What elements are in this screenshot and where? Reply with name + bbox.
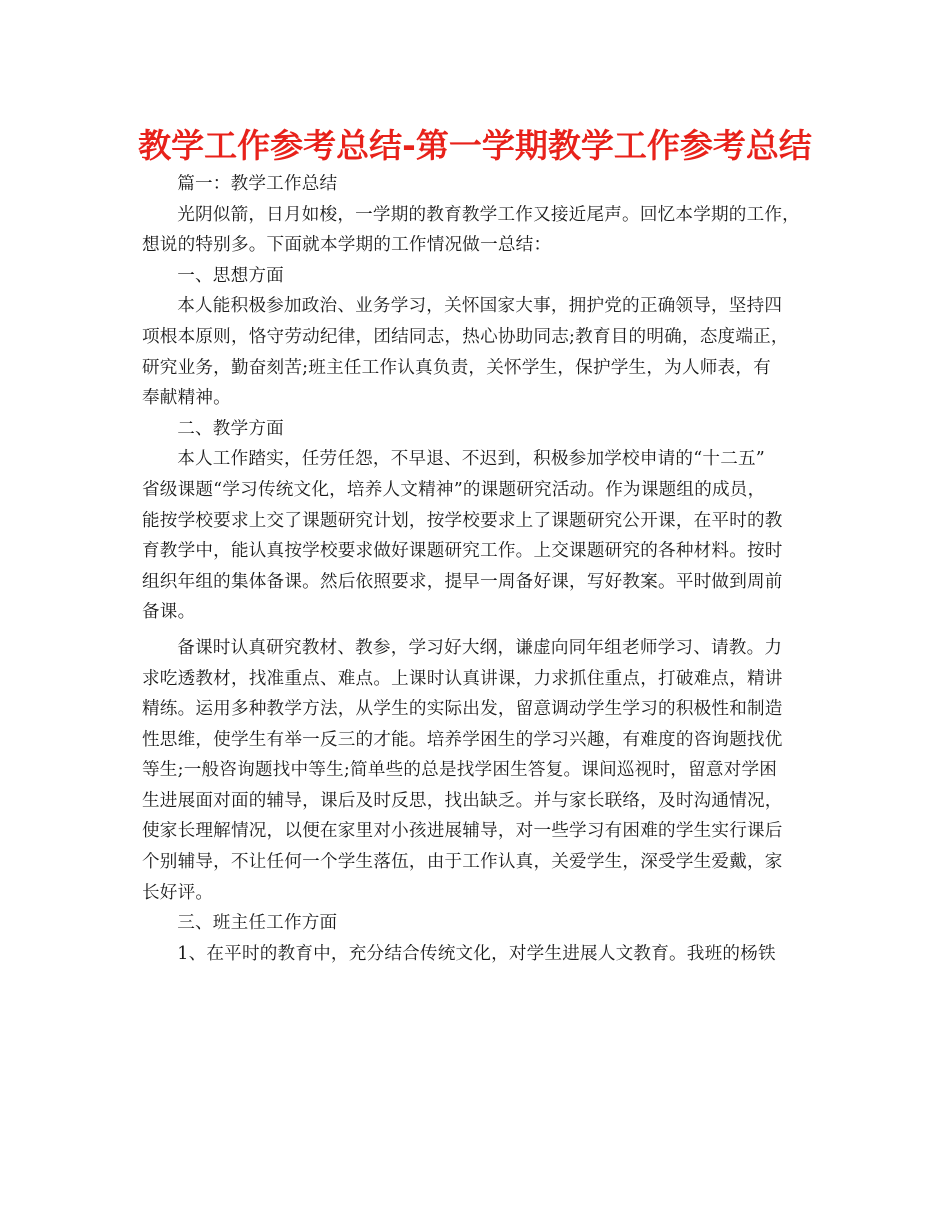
- text-line: 性思维，使学生有举一反三的才能。培养学困生的学习兴趣，有难度的咨询题找优: [142, 729, 783, 750]
- paragraph-intro: [142, 200, 814, 261]
- text-line: 想说的特别多。下面就本学期的工作情况做一总结：: [142, 235, 552, 256]
- text-line: 本人工作踏实，任劳任怨，不早退、不迟到，积极参加学校申请的“十二五”: [177, 449, 765, 470]
- text-line: 生进展面对面的辅导，课后及时反思，找出缺乏。并与家长联络，及时沟通情况，: [142, 790, 783, 811]
- text-line: 省级课题“学习传统文化，培养人文精神”的课题研究活动。作为课题组的成员，: [142, 479, 766, 500]
- text-line: 组织年组的集体备课。然后依照要求，提早一周备好课，写好教案。平时做到周前: [142, 571, 783, 592]
- paragraph-thought: [142, 291, 814, 413]
- text-line: 育教学中，能认真按学校要求做好课题研究工作。上交课题研究的各种材料。按时: [142, 541, 783, 562]
- text-line: 研究业务，勤奋刻苦;班主任工作认真负责，关怀学生，保护学生，为人师表，有: [142, 357, 771, 378]
- paragraph-lesson-prep: [142, 633, 814, 908]
- text-line: 本人能积极参加政治、业务学习，关怀国家大事，拥护党的正确领导，坚持四: [177, 296, 783, 317]
- text-line: 使家长理解情况，以便在家里对小孩进展辅导，对一些学习有困难的学生实行课后: [142, 821, 783, 842]
- text-line: 三、班主任工作方面: [177, 913, 338, 934]
- document-title: 教学工作参考总结-第一学期教学工作参考总结: [138, 126, 812, 165]
- text-line: 篇一：教学工作总结: [177, 174, 338, 194]
- section-heading-thought: [142, 261, 814, 292]
- paragraph-class-teacher-1: [142, 939, 814, 970]
- text-line: 奉献精神。: [142, 388, 231, 409]
- text-line: 备课。: [142, 602, 196, 623]
- text-line: 1、在平时的教育中，充分结合传统文化，对学生进展人文教育。我班的杨铁: [177, 943, 776, 964]
- paragraph-heading-part1: [142, 169, 814, 200]
- text-line: 光阴似箭，日月如梭，一学期的教育教学工作又接近尾声。回忆本学期的工作，: [177, 204, 800, 225]
- text-line: 长好评。: [142, 882, 214, 903]
- text-line: 项根本原则，恪守劳动纪律，团结同志，热心协助同志;教育目的明确，态度端正，: [142, 326, 789, 347]
- text-line: 求吃透教材，找准重点、难点。上课时认真讲课，力求抓住重点，打破难点，精讲: [142, 668, 783, 689]
- text-line: 精练。运用多种教学方法，从学生的实际出发，留意调动学生学习的积极性和制造: [142, 699, 783, 720]
- text-line: 备课时认真研究教材、教参，学习好大纲，谦虚向同年组老师学习、请教。力: [177, 637, 783, 658]
- text-line: 个别辅导，不让任何一个学生落伍，由于工作认真，关爱学生，深受学生爱戴，家: [142, 852, 783, 873]
- section-heading-teaching: [142, 414, 814, 445]
- document-body: [142, 169, 814, 969]
- text-line: 能按学校要求上交了课题研究计划，按学校要求上了课题研究公开课，在平时的教: [142, 510, 783, 531]
- text-line: 等生;一般咨询题找中等生;简单些的总是找学困生答复。课间巡视时，留意对学困: [142, 760, 778, 781]
- text-line: 一、思想方面: [177, 265, 284, 286]
- text-line: 二、教学方面: [177, 418, 284, 439]
- paragraph-teaching: [142, 444, 814, 628]
- section-heading-class-teacher: [142, 908, 814, 939]
